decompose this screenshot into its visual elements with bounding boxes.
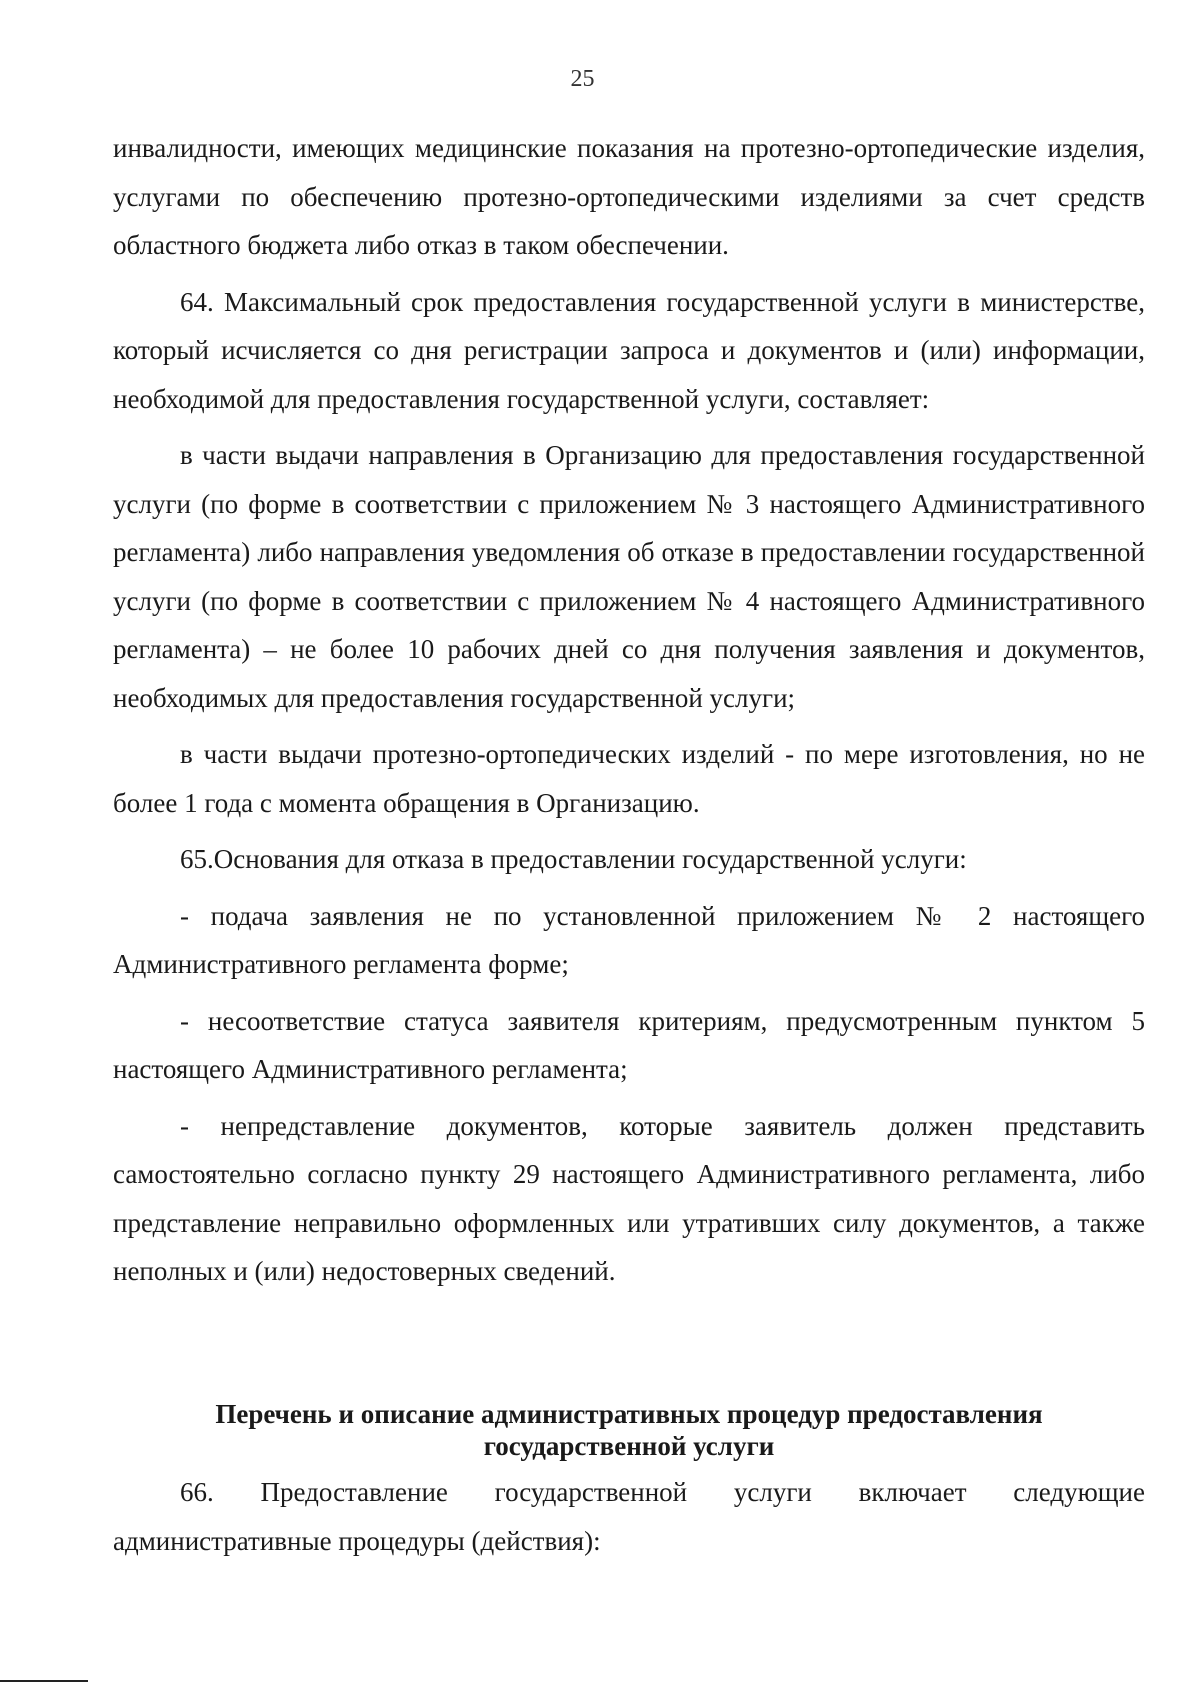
paragraph-64-products: в части выдачи протезно-ортопедических изделий - по мере изготовления, но не более 1 года с момента обращения в Организацию. [113,739,1145,818]
section-heading-line-1: Перечень и описание административных процедур предоставления [215,1399,1043,1429]
paragraph-66: 66. Предоставление государственной услуги включает следующие административные процедуры (действия): [113,1477,1145,1556]
paragraph-64-direction: в части выдачи направления в Организацию для предоставления государственной услуги (по форме в соответствии с приложением № 3 настоящего Административного регламента) либо направления уведомления об отказе в предоставлении государственной услуги (по форме в соответствии с приложением № 4 настоящего Административного регламента) – не более 10 рабочих дней со дня получения заявления и документов, необходимых для предоставления государственной услуги; [113,440,1145,713]
paragraph-continuation: инвалидности, имеющих медицинские показания на протезно-ортопедические изделия, услугами по обеспечению протезно-ортопедическими изделиями за счет средств областного бюджета либо отказ в таком обеспечении. [113,133,1145,260]
section-heading-line-2: государственной услуги [483,1431,775,1461]
body-text-continued [113,1468,1145,1565]
footnote-rule [0,1680,88,1682]
refusal-reason-documents: - непредставление документов, которые заявитель должен представить самостоятельно согласно пункту 29 настоящего Административного регламента, либо представление неправильно оформленных или утративших силу документов, а также неполных и (или) недостоверных сведений. [113,1110,1145,1286]
refusal-reason-status: - несоответствие статуса заявителя критериям, предусмотренным пунктом 5 настоящего Административного регламента; [113,1005,1145,1084]
paragraph-65: 65.Основания для отказа в предоставлении государственной услуги: [180,844,967,874]
paragraph-64: 64. Максимальный срок предоставления государственной услуги в министерстве, который исчисляется со дня регистрации запроса и документов и (или) информации, необходимой для предоставления государственной услуги, составляет: [113,286,1145,414]
refusal-reason-form: - подача заявления не по установленной приложением № 2 настоящего Административного регламента форме; [113,900,1145,979]
body-text [113,124,1145,1296]
page-number: 25 [570,66,595,92]
section-heading [113,1398,1145,1462]
